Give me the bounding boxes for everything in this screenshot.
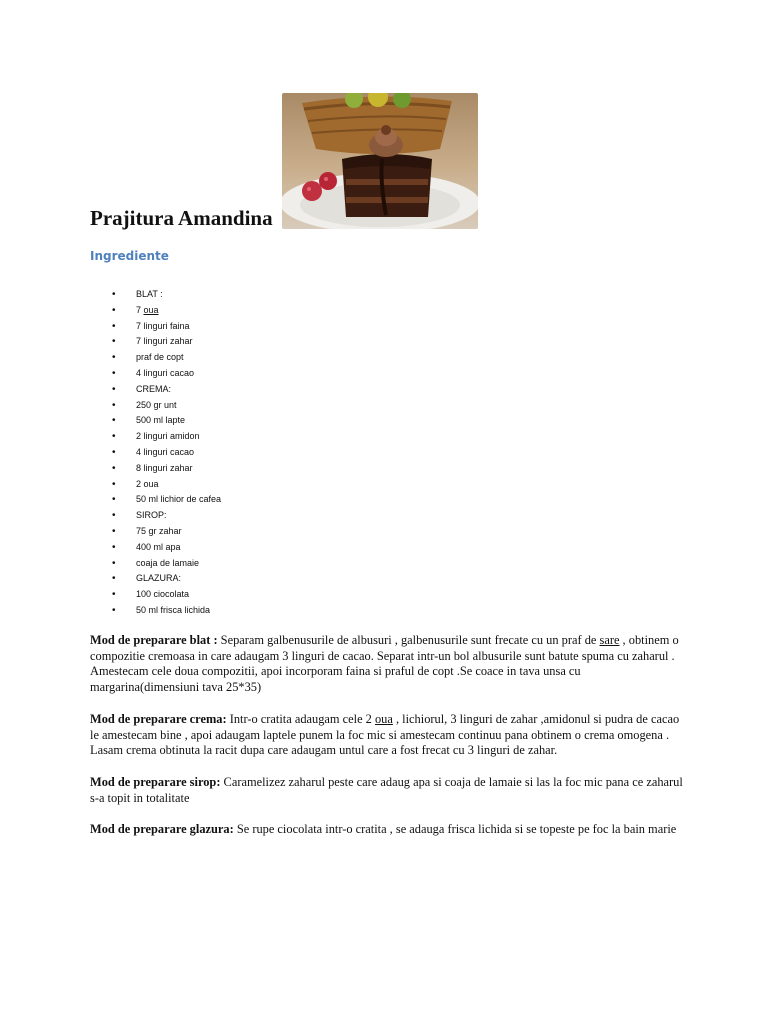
ingredient-item [90,287,221,303]
ingredient-text: 7 [136,304,144,315]
bullet-icon: • [112,431,116,443]
ingredient-text: BLAT : [136,289,163,299]
ingredient-item [90,366,221,382]
ingredient-item [90,413,221,429]
cake-illustration [282,93,478,229]
ingredient-text: praf de copt [136,352,184,363]
section-blat [90,633,690,695]
ingredient-text: 8 linguri zahar [136,462,193,473]
section-glazura [90,822,690,838]
bullet-icon: • [112,304,116,316]
ingredient-item [90,319,221,335]
ingredient-text: 75 gr zahar [136,525,182,536]
bullet-icon: • [112,399,116,411]
ingredient-item [90,571,221,587]
bullet-icon: • [112,462,116,474]
section-underlined-word: oua [374,712,393,726]
section-text: , lichiorul, 3 linguri de zahar ,amidonul si pudra de cacao le amestecam bine , apoi adaugam laptele punem la foc mic si amestecam continuu pana obtinem o crema omogena . Lasam crema obtinuta la racit dupa care adaugam untul care a fost frecat cu 3 linguri de zahar. [90,712,680,758]
ingredient-text: 250 gr unt [136,399,177,410]
bullet-icon: • [112,604,116,616]
ingredient-item [90,477,221,493]
ingredient-text: 400 ml apa [136,541,181,552]
ingredients-list [90,287,221,619]
ingredient-text: 50 ml lichior de cafea [136,494,222,505]
bullet-icon: • [112,415,116,427]
bullet-icon: • [112,525,116,537]
section-text: , obtinem o compozitie cremoasa in care adaugam 3 linguri de cacao. Separat intr-un bol albusurile sunt batute spuma cu zaharul . Amestecam cele doua compozitii, apoi incorporam faina si praful de copt .Se coace in tava unsa cu margarina(dimensiuni tava 25*35) [90,633,679,694]
ingredient-text: 2 linguri amidon [136,431,200,442]
ingredients-heading: Ingrediente [90,249,169,263]
section-sirop [90,775,690,806]
ingredient-item [90,524,221,540]
ingredient-item [90,334,221,350]
bullet-icon: • [112,510,116,522]
bullet-icon: • [112,289,116,300]
ingredient-text: 7 linguri zahar [136,336,193,347]
ingredient-item [90,445,221,461]
section-text: Se rupe ciocolata intr-o cratita , se adauga frisca lichida si se topeste pe foc la bain marie [233,822,677,836]
section-label: Mod de preparare sirop: [90,775,221,789]
section-underlined-word: sare [599,633,620,647]
bullet-icon: • [112,494,116,506]
ingredient-text: 500 ml lapte [136,415,186,426]
cake-photo [282,93,478,229]
bullet-icon: • [112,541,116,553]
ingredient-item [90,382,221,398]
ingredient-item [90,461,221,477]
ingredient-text: coaja de lamaie [136,557,200,568]
ingredient-text: 50 ml frisca lichida [136,604,211,615]
bullet-icon: • [112,589,116,601]
section-label: Mod de preparare blat : [90,633,218,647]
bullet-icon: • [112,320,116,332]
ingredient-text: 2 oua [136,478,159,489]
ingredient-underlined-word: oua [143,304,159,315]
bullet-icon: • [112,352,116,364]
section-text: Intr-o cratita adaugam cele 2 [226,712,375,726]
ingredient-text: 100 ciocolata [136,589,190,600]
page-title: Prajitura Amandina [90,206,273,230]
bullet-icon: • [112,383,116,395]
ingredient-item [90,429,221,445]
section-text: Caramelizez zaharul peste care adaug apa si coaja de lamaie si las la foc mic pana ce zaharul s-a topit in totalitate [90,775,683,805]
ingredient-item [90,303,221,319]
ingredient-item [90,350,221,366]
ingredient-item [90,398,221,414]
ingredient-item [90,508,221,524]
section-label: Mod de preparare glazura: [90,822,234,836]
section-text: Separam galbenusurile de albusuri , galbenusurile sunt frecate cu un praf de [217,633,600,647]
section-label: Mod de preparare crema: [90,712,227,726]
bullet-icon: • [112,336,116,348]
ingredient-item [90,492,221,508]
section-crema [90,712,690,759]
ingredient-text: 4 linguri cacao [136,446,195,457]
ingredient-text: CREMA: [136,383,172,394]
bullet-icon: • [112,573,116,585]
ingredient-item [90,540,221,556]
bullet-icon: • [112,367,116,379]
ingredient-text: 7 linguri faina [136,320,190,331]
ingredient-text: 4 linguri cacao [136,367,195,378]
ingredient-text: SIROP: [136,510,167,521]
ingredient-item [90,603,221,619]
bullet-icon: • [112,478,116,490]
ingredient-item [90,587,221,603]
bullet-icon: • [112,557,116,569]
ingredient-item [90,556,221,572]
ingredient-text: GLAZURA: [136,573,182,584]
bullet-icon: • [112,446,116,458]
